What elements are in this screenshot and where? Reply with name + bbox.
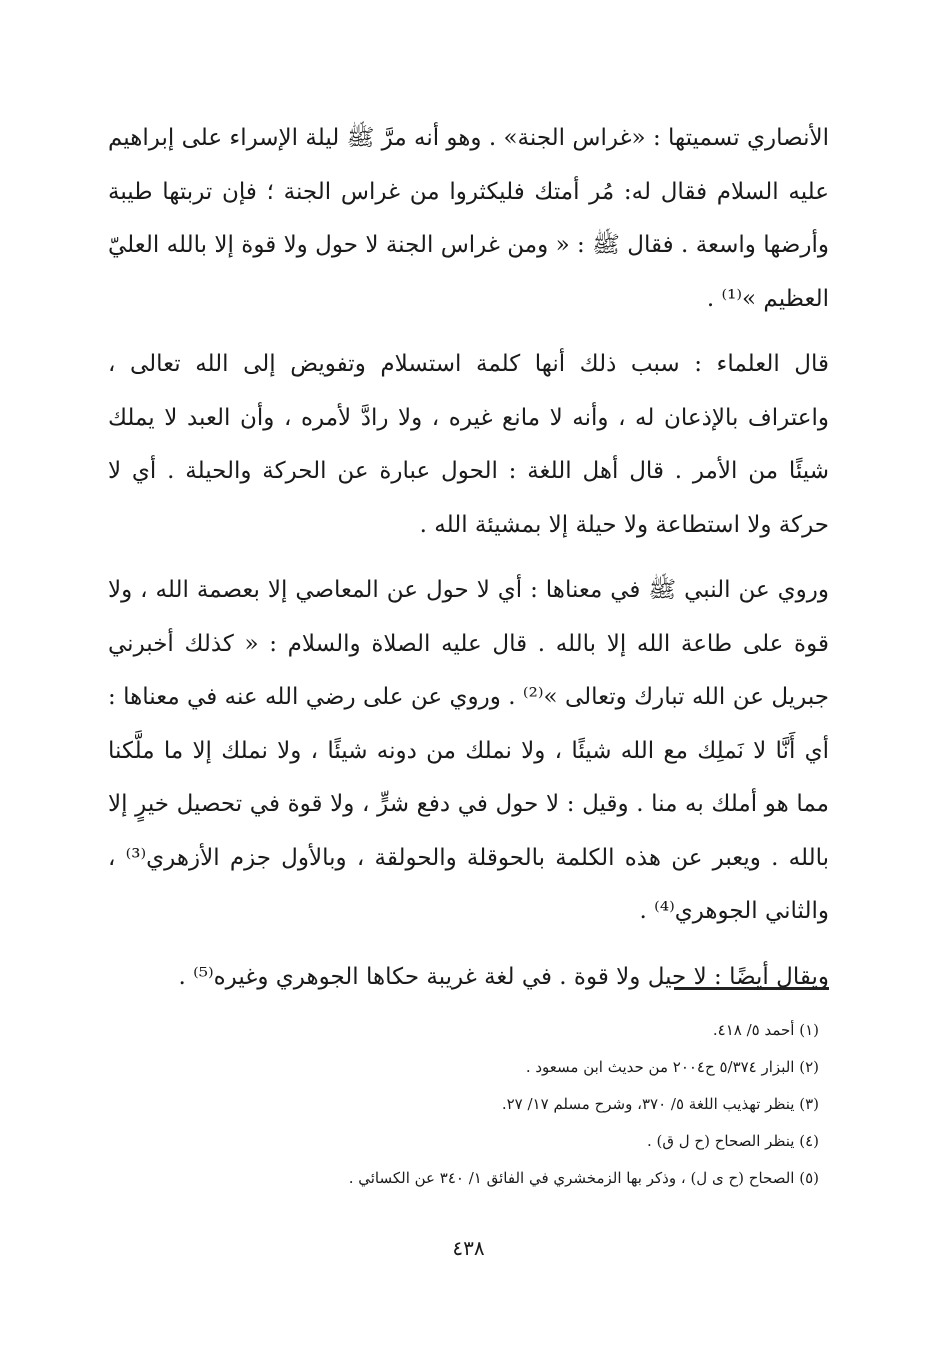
text-line: إبراهيم عليه السلام فقال له: مُر أمتك فليكثروا من غراس الجنة ؛ فإن تربتها (108, 125, 829, 205)
main-text (108, 112, 829, 1004)
text-line: شيئًا من الأمر . قال أهل اللغة : الحول عبارة عن الحركة والحيلة . أي لا (108, 458, 829, 484)
paragraph (108, 564, 829, 939)
footnote: (٥) الصحاح (ح ى ل) ، وذكر بها الزمخشري في الفائق ١/ ٣٤٠ عن الكسائي . (348, 1169, 819, 1187)
text-line: « كذلك أخبرني جبريل عن الله تبارك وتعالى »⁽²⁾ . وروي عن على (108, 630, 829, 710)
text-line: وبالأول جزم الأزهري⁽³⁾ ، والثاني الجوهري⁽⁴⁾ . (108, 844, 829, 924)
text-line: شيئًا ، ولا نملك إلا ما ملَّكنا مما هو أملك به منا . وقيل : لا حول في دفع شرٍّ ، (108, 737, 830, 817)
text-line: قال العلماء : سبب ذلك أنها كلمة استسلام وتفويض إلى الله تعالى ، (108, 351, 829, 377)
text-line: رضي الله عنه في معناها : أي أَنَّا لا نَملِك مع الله شيئًا ، ولا نملك من دونه (108, 684, 830, 764)
text-line: ولا قوة في تحصيل خيرٍ إلا بالله . ويعبر عن هذه الكلمة بالحوقلة والحولقة ، (108, 791, 829, 871)
text-line: ويقال أيضًا : لا حيل ولا قوة . في لغة غريبة حكاها الجوهري وغيره⁽⁵⁾ . (178, 963, 829, 990)
footnote-separator (674, 987, 829, 990)
footnote: (١) أحمد ٥/ ٤١٨. (712, 1021, 819, 1039)
text-line: حركة ولا استطاعة ولا حيلة إلا بمشيئة الله . (419, 511, 829, 538)
paragraph (108, 338, 829, 552)
footnote: (٢) البزار ٥/٣٧٤ ح٢٠٠٤ من حديث ابن مسعود . (525, 1058, 819, 1076)
footnote: (٣) ينظر تهذيب اللغة ٥/ ٣٧٠، وشرح مسلم ١٧/ ٢٧. (501, 1095, 819, 1113)
text-line: بعصمة الله ، ولا قوة على طاعة الله إلا بالله . قال عليه الصلاة والسلام : (108, 577, 829, 657)
text-line: واعتراف بالإذعان له ، وأنه لا مانع غيره ، ولا رادَّ لأمره ، وأن العبد لا يملك (108, 404, 829, 431)
paragraph (108, 112, 829, 326)
footnotes (108, 1012, 819, 1197)
text-line: طيبة وأرضها واسعة . فقال ﷺ : « ومن غراس الجنة لا حول ولا قوة إلا (108, 178, 830, 258)
footnote: (٤) ينظر الصحاح (ح ل ق) . (646, 1132, 819, 1150)
text-line: وروي عن النبي ﷺ في معناها : أي لا حول عن المعاصي إلا (267, 577, 829, 603)
text-line: بالله العليّ العظيم »⁽¹⁾ . (108, 232, 829, 312)
text-line: الأنصاري تسميتها : «غراس الجنة» . وهو أنه مرَّ ﷺ ليلة الإسراء على (181, 125, 829, 151)
paragraph (108, 951, 829, 1005)
page-number: ٤٣٨ (452, 1236, 485, 1260)
